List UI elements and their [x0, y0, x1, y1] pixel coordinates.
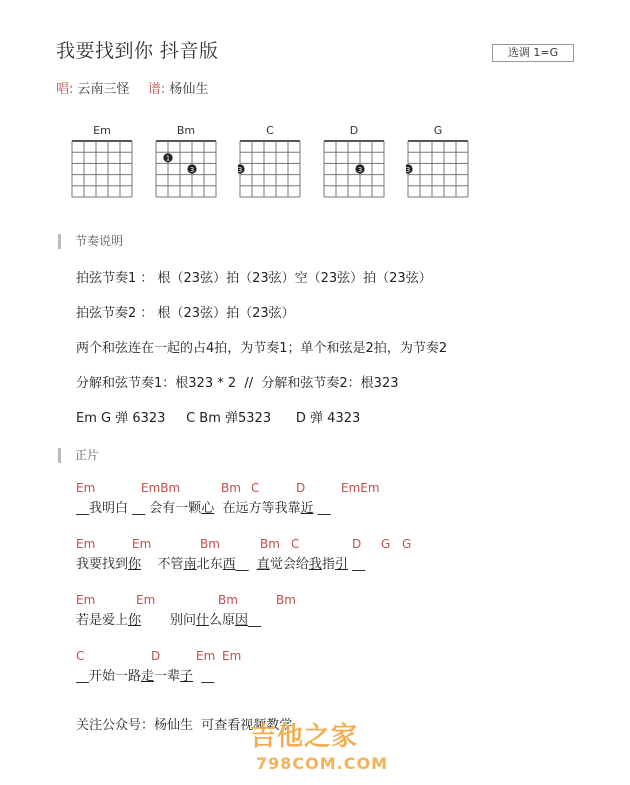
lyric-line: [76, 665, 214, 684]
lyric-segment: __: [76, 669, 89, 684]
lyric-segment: 不管: [141, 557, 184, 572]
finger-dot: [163, 153, 172, 162]
chord-label: EmEm: [341, 481, 380, 495]
lyric-segment: 南: [183, 557, 197, 572]
watermark-site: 798COM.COM: [256, 754, 389, 773]
lyric-segment: 我: [308, 557, 322, 572]
chord-name: G: [433, 124, 443, 137]
fretboard-grid: [70, 139, 134, 199]
lyric-segment: 西: [222, 557, 236, 572]
chord-label: Bm: [276, 593, 296, 607]
fretboard-grid: [238, 139, 302, 199]
lyric-segment: 开始一路: [89, 669, 142, 684]
watermark-text: 吉他之家: [250, 722, 359, 752]
rhythm-heading: 节奏说明: [58, 234, 123, 249]
composer-name[interactable]: 杨仙生: [169, 82, 209, 97]
chord-label: Bm: [200, 537, 220, 551]
lyric-segment: 近: [300, 501, 314, 516]
rhythm-line: 拍弦节奏1 ： 根（23弦）拍（23弦）空（23弦）拍（23弦）: [76, 271, 432, 286]
lyric-segment: __: [313, 501, 331, 516]
lyric-segment: 我明白: [89, 501, 133, 516]
chord-name: D: [349, 124, 359, 137]
chord-label: C: [251, 481, 260, 495]
lyric-segment: 在远方等我靠: [214, 501, 301, 516]
credits: [56, 78, 208, 97]
chord-label: EmBm: [141, 481, 181, 495]
finger-dot: [187, 164, 196, 173]
lyric-segment: 指: [321, 557, 335, 572]
lyric-segment: 你: [128, 613, 142, 628]
lyric-line: [76, 497, 331, 516]
chord-label: G: [381, 537, 391, 551]
lyric-segment: 么原: [208, 613, 235, 628]
lyric-segment: 别问: [141, 613, 196, 628]
singer-name[interactable]: 云南三怪: [77, 82, 130, 97]
lyric-segment: 你: [128, 557, 142, 572]
lyric-segment: 北东: [196, 557, 223, 572]
chord-diagram-d: [322, 122, 386, 202]
lyric-segment: __: [347, 557, 366, 572]
composer-label: 谱:: [147, 82, 166, 97]
rhythm-line: 两个和弦连在一起的占4拍，为节奏1；单个和弦是2拍，为节奏2: [76, 341, 448, 356]
lyric-segment: 引: [334, 557, 348, 572]
lyric-segment: 觉会给: [269, 557, 309, 572]
lyric-line: [76, 609, 261, 628]
chord-diagram-bm: [154, 122, 218, 202]
lyric-segment: 我要找到: [76, 557, 129, 572]
finger-dot: [238, 164, 245, 173]
chord-label: Em: [136, 593, 156, 607]
chord-diagram-c: [238, 122, 302, 202]
lyric-segment: 一辈: [154, 669, 181, 684]
chord-label: D: [296, 481, 306, 495]
chord-label: Em: [76, 593, 96, 607]
song-title: 我要找到你 抖音版: [56, 40, 219, 62]
lyric-segment: __: [235, 557, 257, 572]
chord-label: C: [76, 649, 85, 663]
chord-label: Em: [76, 537, 96, 551]
chord-label: Em: [132, 537, 152, 551]
svg-text:3: 3: [357, 165, 363, 174]
chord-label: Bm: [218, 593, 238, 607]
chord-diagram-g: [406, 122, 470, 202]
lyric-line: [76, 553, 365, 572]
rhythm-line: Em G 弹 6323 C Bm 弹5323 D 弹 4323: [76, 411, 361, 426]
chord-label: C: [291, 537, 300, 551]
singer-label: 唱:: [56, 82, 74, 97]
lyric-segment: 若是爱上: [76, 613, 129, 628]
chord-name: C: [266, 124, 274, 137]
svg-text:1: 1: [165, 154, 171, 163]
chord-label: D: [352, 537, 362, 551]
chord-label: Em: [222, 649, 242, 663]
svg-text:3: 3: [406, 165, 411, 174]
rhythm-line: 分解和弦节奏1：根323 * 2 // 分解和弦节奏2：根323: [76, 376, 399, 391]
lyric-segment: 直: [256, 557, 270, 572]
finger-dot: [406, 164, 413, 173]
chord-label: Em: [196, 649, 216, 663]
lyric-segment: 会有一颗: [145, 501, 202, 516]
fretboard-grid: [154, 139, 218, 199]
lyric-segment: __: [132, 501, 146, 516]
key-select-button[interactable]: 选调 1=G: [492, 44, 574, 62]
chord-label: Bm: [260, 537, 280, 551]
lyric-segment: 因: [235, 613, 249, 628]
lyric-segment: 什: [195, 613, 209, 628]
main-heading: 正片: [58, 448, 99, 463]
footer-note: 关注公众号：杨仙生 可查看视频教学: [76, 718, 293, 733]
site-watermark: [250, 716, 400, 776]
svg-text:3: 3: [189, 165, 195, 174]
chord-label: D: [151, 649, 161, 663]
lyric-segment: 走: [141, 669, 155, 684]
lyric-segment: 子: [180, 669, 194, 684]
finger-dot: [355, 164, 364, 173]
chord-label: Bm: [221, 481, 241, 495]
lyric-segment: 心: [201, 501, 215, 516]
fretboard-grid: [322, 139, 386, 199]
chord-label: Em: [76, 481, 96, 495]
lyric-segment: __: [193, 669, 215, 684]
lyric-segment: __: [248, 613, 262, 628]
svg-text:3: 3: [238, 165, 243, 174]
chord-label: G: [402, 537, 412, 551]
lyric-segment: __: [76, 501, 89, 516]
chord-name: Bm: [176, 124, 196, 137]
chord-name: Em: [93, 124, 111, 137]
fretboard-grid: [406, 139, 470, 199]
chord-diagram-em: [70, 122, 134, 202]
rhythm-line: 拍弦节奏2 ： 根（23弦）拍（23弦）: [76, 306, 295, 321]
